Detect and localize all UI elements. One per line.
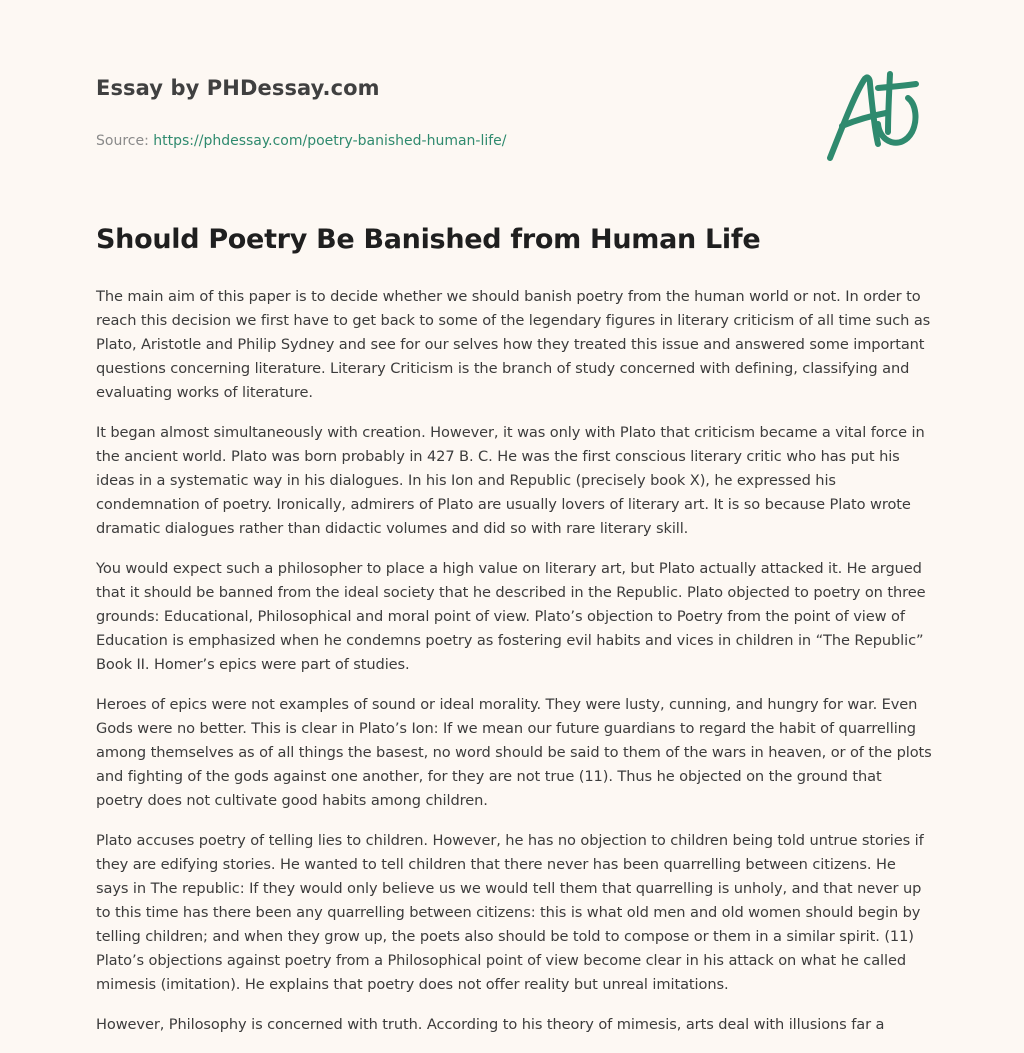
paragraph: However, Philosophy is concerned with truth. According to his theory of mimesis, arts deal with illusions far a [96, 1016, 885, 1033]
paragraph: You would expect such a philosopher to place a high value on literary art, but Plato actually attacked it. He argued that it should be banned from the ideal society that he described in the Republic. Plato objected to poetry on three grounds: Educational, Philosophical and moral point of view. Plato’s objection to Poetry from the point of view of Education is emphasized when he condemns poetry as fostering evil habits and vices in children in “The Republic” Book II. Homer’s epics were part of studies. [96, 560, 926, 673]
site-brand: Essay by PHDessay.com [96, 76, 380, 100]
site-header [96, 76, 796, 149]
paragraph: It began almost simultaneously with creation. However, it was only with Plato that criticism became a vital force in the ancient world. Plato was born probably in 427 B. C. He was the first conscious literary critic who has put his ideas in a systematic way in his dialogues. In his Ion and Republic (precisely book X), he expressed his condemnation of poetry. Ironically, admirers of Plato are usually lovers of literary art. It is so because Plato wrote dramatic dialogues rather than didactic volumes and did so with rare literary skill. [96, 424, 925, 537]
source-label: Source: [96, 133, 154, 149]
article-body [96, 285, 932, 1053]
paragraph: The main aim of this paper is to decide whether we should banish poetry from the human world or not. In order to reach this decision we first have to get back to some of the legendary figures in literary criticism of all time such as Plato, Aristotle and Philip Sydney and see for our selves how they treated this issue and answered some important questions concerning literature. Literary Criticism is the branch of study concerned with defining, classifying and evaluating works of literature. [96, 288, 931, 401]
source-link[interactable]: https://phdessay.com/poetry-banished-human-life/ [153, 133, 507, 149]
paragraph: Plato accuses poetry of telling lies to children. However, he has no objection to children being told untrue stories if they are edifying stories. He wanted to tell children that there never has been quarrelling between citizens. He says in The republic: If they would only believe us we would tell them that quarrelling is unholy, and that never up to this time has there been any quarrelling between citizens: this is what old men and old women should begin by telling children; and when they grow up, the poets also should be told to compose or them in a similar spirit. (11) Plato’s objections against poetry from a Philosophical point of view become clear in his attack on what he called mimesis (imitation). He explains that poetry does not offer reality but unreal imitations. [96, 832, 924, 993]
a-plus-logo [820, 66, 930, 166]
paragraph: Heroes of epics were not examples of sound or ideal morality. They were lusty, cunning, and hungry for war. Even Gods were no better. This is clear in Plato’s Ion: If we mean our future guardians to regard the habit of quarrelling among themselves as of all things the basest, no word should be said to them of the wars in heaven, or of the plots and fighting of the gods against one another, for they are not true (11). Thus he objected on the ground that poetry does not cultivate good habits among children. [96, 696, 932, 809]
source-line [96, 133, 796, 149]
article-title: Should Poetry Be Banished from Human Life [96, 224, 761, 255]
